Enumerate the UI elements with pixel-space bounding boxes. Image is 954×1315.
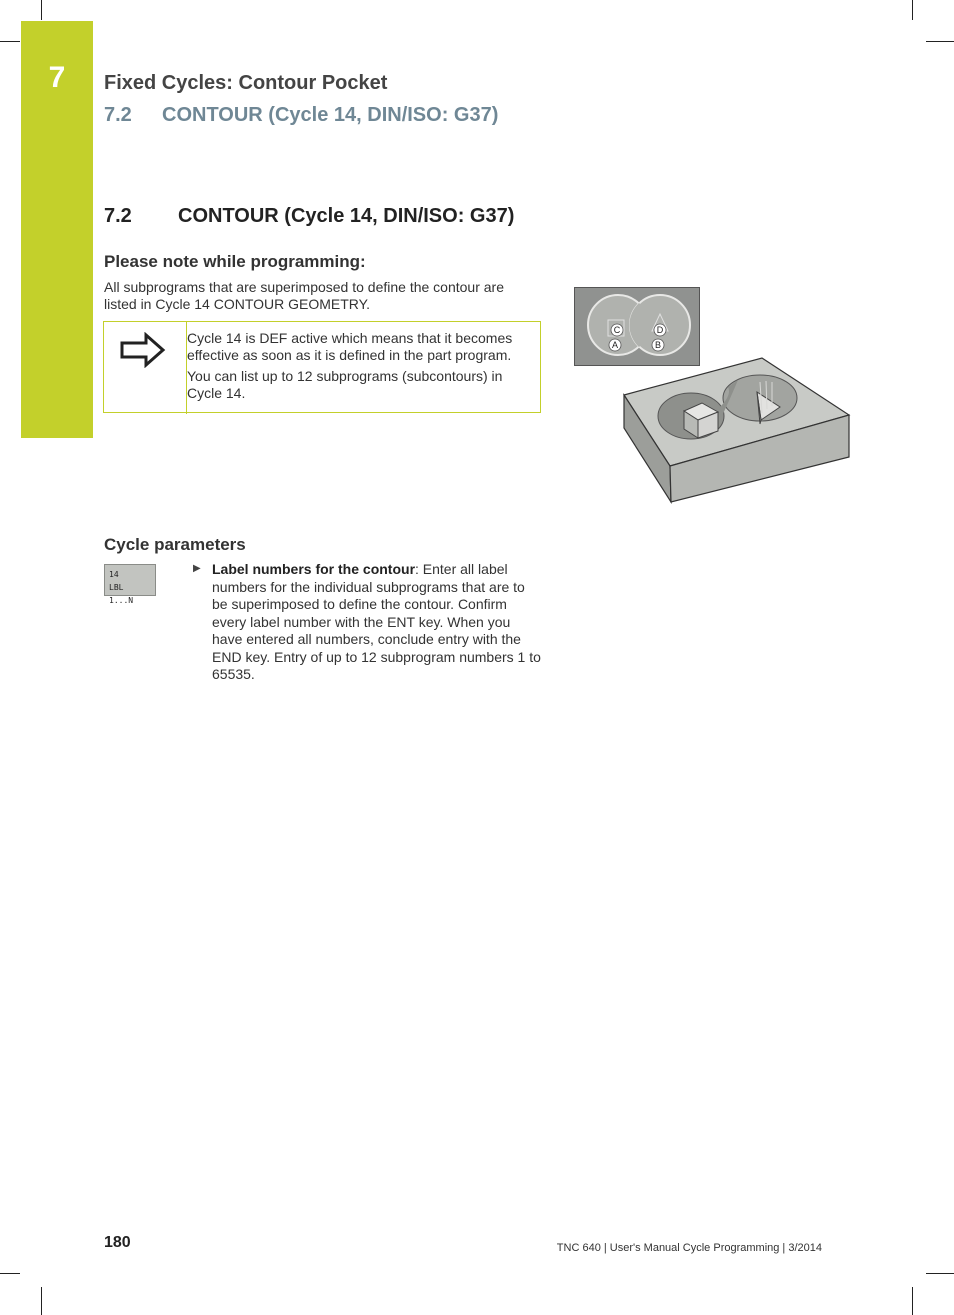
chapter-title: Fixed Cycles: Contour Pocket	[104, 72, 388, 94]
note-paragraph-2: You can list up to 12 subprograms (subcontours) in Cycle 14.	[187, 368, 503, 401]
parameter-description	[212, 561, 542, 684]
running-header-section-number: 7.2	[104, 104, 132, 126]
workpiece-3d	[624, 358, 849, 502]
label-a: A	[611, 340, 619, 350]
crop-mark	[926, 1273, 954, 1274]
contour-illustration	[570, 283, 855, 508]
label-c: C	[613, 325, 621, 335]
arrow-right-icon	[120, 332, 166, 368]
chapter-tab	[21, 21, 93, 438]
triangle-bullet-icon: ▶	[193, 563, 201, 574]
crop-mark	[0, 41, 20, 42]
label-b: B	[654, 340, 662, 350]
page-number: 180	[104, 1234, 131, 1251]
crop-mark	[41, 1287, 42, 1315]
chapter-number: 7	[48, 61, 66, 94]
label-d: D	[656, 325, 664, 335]
crop-mark	[926, 41, 954, 42]
parameter-label: Label numbers for the contour	[212, 561, 416, 577]
parameter-text: : Enter all label numbers for the individual subprograms that are to be superimposed to define the contour. Confirm every label number with the ENT key. When you have entered all numbers, conclude entry with the END key. Entry of up to 12 subprogram numbers 1 to 65535.	[212, 561, 541, 682]
note-paragraph-1: Cycle 14 is DEF active which means that it becomes effective as soon as it is defined in the part program.	[187, 330, 513, 363]
section-title-text: CONTOUR (Cycle 14, DIN/ISO: G37)	[178, 205, 515, 227]
running-header-section	[104, 104, 498, 127]
section-number: 7.2	[104, 205, 132, 227]
notes-intro: All subprograms that are superimposed to define the contour are listed in Cycle 14 CONTOUR GEOMETRY.	[104, 279, 505, 312]
crop-mark	[0, 1273, 20, 1274]
subcontour-diagram	[575, 288, 700, 366]
softkey-line-1: 14	[109, 570, 119, 579]
cycle-14-softkey	[104, 564, 156, 605]
note-box	[103, 321, 541, 413]
softkey-line-2: LBL 1...N	[109, 583, 134, 605]
section-title	[104, 205, 514, 228]
parameters-heading: Cycle parameters	[104, 535, 246, 554]
crop-mark	[912, 0, 913, 20]
footer-text: TNC 640 | User's Manual Cycle Programming | 3/2014	[556, 1242, 822, 1254]
crop-mark	[912, 1287, 913, 1315]
running-header-section-title: CONTOUR (Cycle 14, DIN/ISO: G37)	[162, 104, 499, 126]
note-text	[187, 330, 533, 406]
notes-heading: Please note while programming:	[104, 252, 366, 271]
crop-mark	[41, 0, 42, 20]
